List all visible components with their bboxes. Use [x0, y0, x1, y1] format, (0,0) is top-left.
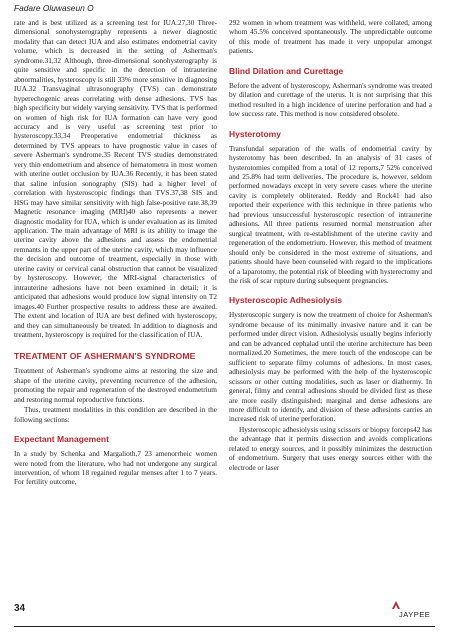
left-column [14, 18, 217, 488]
page-number: 34 [14, 603, 26, 614]
paragraph-blind-dilation: Before the advent of hysteroscopy, Asherman's syndrome was treated by dilation and curettage of the uterus. It is not surprising that this method resulted in a high incidence of uterine perforation and had a low success rate. This method is now considered obsolete. [229, 80, 432, 119]
heading-expectant-management: Expectant Management [14, 434, 109, 445]
heading-hysterotomy: Hysterotomy [229, 128, 281, 139]
paragraph-expectant-continued: 292 women in whom treatment was withheld, were collated, among whom 45.5% conceived spontaneously. The unpredictable outcome of this mode of treatment has made it very unpopular amongst patients. [229, 18, 432, 56]
paragraph-hysterotomy: Transfundal separation of the walls of endometrial cavity by hysterotomy has been described. In an analysis of 31 cases of hysterotomies compiled from a total of 12 reports,7 52% conceived and 25.8% had term deliveries. The procedure is, however, seldom performed nowadays except in very severe cases where the uterine cavity is completely obliterated. Reddy and Rock41 had also reported their experience with this technique in three patients who had previous unsuccessful hysteroscopic resection of intrauterine adhesions. All three patients resumed normal menstruation after surgical treatment, with re-establishment of the uterine cavity and regeneration of the endometrium. However, this method of treatment should only be considered in the most extreme of situations, and patients should have been counseled with regard to the implications of a laparotomy, the potential risk of bleeding with hysterectomy and the risk of scar rupture during subsequent pregnancies. [229, 143, 432, 285]
heading-treatment: TREATMENT OF ASHERMAN'S SYNDROME [14, 351, 196, 362]
paragraph-imaging-modalities: rate and is best utilized as a screening test for IUA.27,30 Three-dimensional sonohysterography represents a newer diagnostic modality that can detect IUA and also estimates endometrial cavity volume, which is decreased in the setting of Asherman's syndrome.31,32 Although, three-dimensional sonohysterography is quite sensitive and specific in the detection of intrauterine abnormalities, hysteroscopy is still 33% more sensitive in diagnosing IUA.32 Transvaginal ultrasonography (TVS) can demonstrate hyperechogenic areas correlating with dense adhesions. TVS has high specificity but widely varying sensitivity. TVS that is performed on women of high risk for IUA formation can have very good accuracy and is very useful as screening test prior to hysteroscopy.33,34 Preoperative endometrial thickness as determined by TVS appears to have prognostic value in cases of severe Asherman's syndrome.35 Recent TVS studies demonstrated very thin endometrium and absence of hematometra in most women with uterine outlet occlusion by IUA.36 Recently, it has been stated that saline infusion sonography (SIS) had a higher level of correlation with hysteroscopic findings than TVS.37,38 SIS and HSG may have similar sensitivity with high false-positive rate.38,39 Magnetic resonance imaging (MRI)40 also represents a newer diagnostic modality for IUA, which is under evaluation as its limited application. The main advantage of MRI is its ability to image the uterine cavity above the adhesions and assess the endometrial remnants in the upper part of the uterine cavity, which may influence the decision and outcome of treatment, especially in those with uterine cavity or cervical canal obstruction that cannot be visualized by hysteroscopy. However, the MRI-signal characteristics of intrauterine adhesions have not been examined in detail; it is anticipated that adhesions would produce low signal intensity on T2 images.40 Further prospective results to address these are awaited. The extent and location of IUA are best defined with hysteroscopy, and they can simultaneously be treated. In addition to diagnosis and treatment, hysteroscopy is required for the classification of IUA. [14, 18, 217, 339]
running-head: Fadare Oluwaseun O [14, 3, 94, 13]
paragraph-adhesiolysis-scissors: Hysteroscopic adhesiolysis using scissors or biopsy forceps42 has the advantage that it permits dissection and avoids complications related to energy sources, and it possibly minimizes the destruction of endometrium. Surgery that uses energy sources either with the electrode or laser [229, 424, 432, 472]
paragraph-hysteroscopic-adhesiolysis: Hysteroscopic surgery is now the treatment of choice for Asherman's syndrome because of its minimally invasive nature and it can be performed under direct vision. Adhesiolysis usually begins inferiorly and can be advanced cephalad until the uterine architecture has been normalized.20 Sometimes, the mere touch of the endoscope can be sufficient to separate filmy columns of adhesions. In most cases, adhesiolysis may be performed with the help of the hysteroscopic scissors or other cutting modalities, such as laser or diathermy. In general, filmy and central adhesions should be divided first as these are more easily distinguished; marginal and dense adhesions are more difficult to identify, and division of these adhesions carries an increased risk of uterine perforation. [229, 310, 432, 424]
heading-hysteroscopic-adhesiolysis: Hysteroscopic Adhesiolysis [229, 295, 343, 306]
footer-rule [14, 626, 435, 627]
publisher-logo-icon [391, 600, 401, 610]
publisher-logo-text: JAYPEE [399, 610, 431, 619]
right-column [229, 18, 432, 473]
paragraph-expectant-management: In a study by Schenka and Margalioth,7 23 amenorrheic women were noted from the literature, who had not undergone any surgical intervention, of whom 18 regained regular menses after 1 to 7 years. For fertility outcome, [14, 449, 217, 487]
paragraph-treatment-aims: Treatment of Asherman's syndrome aims at restoring the size and shape of the uterine cavity, preventing recurrence of the adhesion, promoting the repair and regeneration of the destroyed endometrium and restoring normal reproductive functions. [14, 366, 217, 404]
paragraph-treatment-modalities: Thus, treatment modalities in this condition are described in the following sections: [14, 405, 217, 424]
heading-blind-dilation: Blind Dilation and Curettage [229, 65, 344, 76]
publisher-logo [391, 600, 435, 622]
